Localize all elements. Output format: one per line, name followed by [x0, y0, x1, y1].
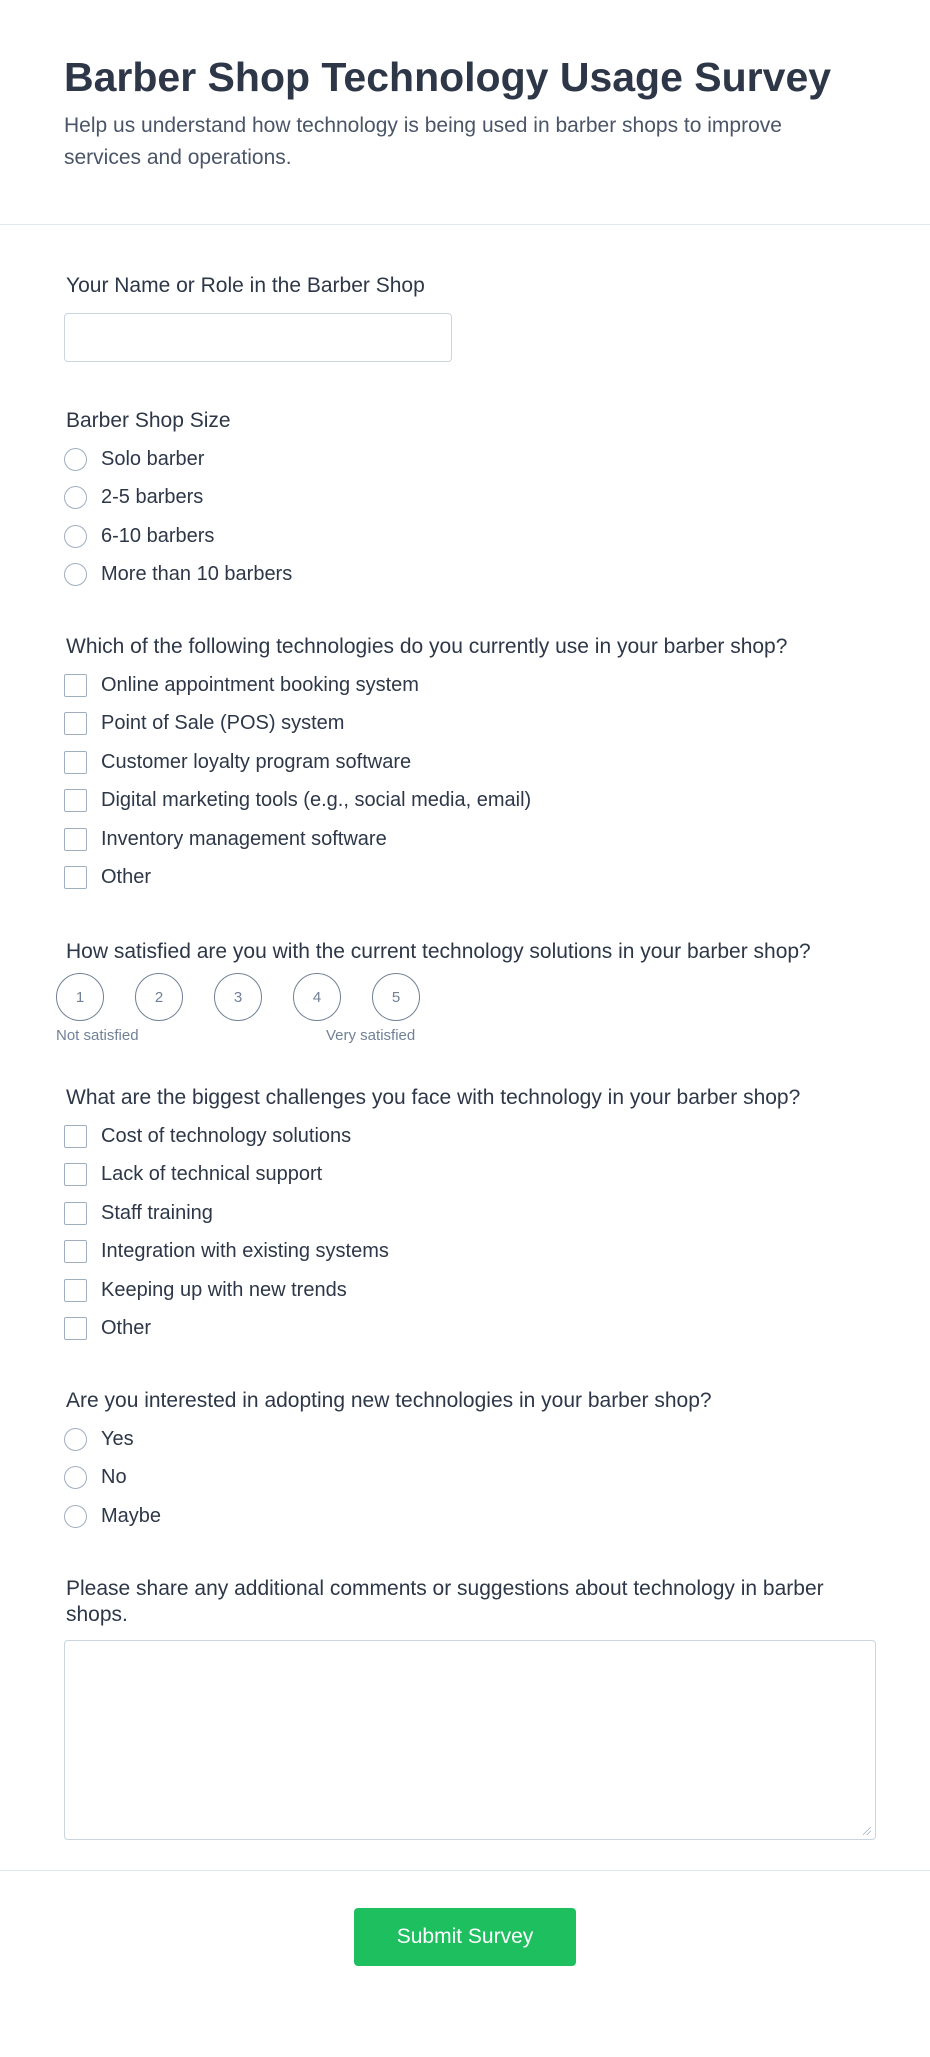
rating-button-3[interactable]: 3	[214, 973, 262, 1021]
page-subtitle: Help us understand how technology is being used in barber shops to improve services and operations.	[64, 114, 782, 169]
question-challenges	[64, 1049, 866, 1348]
comments-textarea[interactable]	[64, 1640, 876, 1840]
option-label: More than 10 barbers	[101, 563, 293, 586]
option-label: Online appointment booking system	[101, 673, 419, 696]
checkbox[interactable]	[64, 751, 87, 774]
question-label: Your Name or Role in the Barber Shop	[66, 274, 425, 297]
checkbox-option-trends[interactable]	[64, 1271, 866, 1310]
radio-option-more-than-10[interactable]	[64, 556, 866, 595]
checkbox-option-other[interactable]	[64, 859, 866, 898]
option-label: Maybe	[101, 1504, 162, 1527]
option-label: 2-5 barbers	[101, 486, 204, 509]
question-technologies	[64, 594, 866, 897]
rating-high-label: Very satisfied	[326, 1027, 416, 1044]
option-label: Point of Sale (POS) system	[101, 712, 345, 735]
radio-option-6-10[interactable]	[64, 517, 866, 556]
rating-scale	[56, 973, 866, 1021]
rating-button-2[interactable]: 2	[135, 973, 183, 1021]
option-label: No	[101, 1466, 127, 1489]
checkbox-option-other[interactable]	[64, 1310, 866, 1349]
option-label: Keeping up with new trends	[101, 1278, 347, 1301]
rating-low-label: Not satisfied	[56, 1027, 139, 1044]
rating-button-1[interactable]: 1	[56, 973, 104, 1021]
rating-scale-labels	[56, 1027, 866, 1049]
checkbox-option-pos[interactable]	[64, 705, 866, 744]
name-role-input[interactable]	[64, 313, 452, 362]
radio-button[interactable]	[64, 525, 87, 548]
question-adoption	[64, 1348, 866, 1536]
checkbox-option-training[interactable]	[64, 1194, 866, 1233]
option-label: Lack of technical support	[101, 1163, 323, 1186]
radio-button[interactable]	[64, 1505, 87, 1528]
option-label: Yes	[101, 1427, 134, 1450]
survey-header	[0, 0, 930, 225]
checkbox-option-cost[interactable]	[64, 1117, 866, 1156]
checkbox[interactable]	[64, 674, 87, 697]
checkbox-option-loyalty[interactable]	[64, 743, 866, 782]
radio-option-maybe[interactable]	[64, 1497, 866, 1536]
option-label: Cost of technology solutions	[101, 1124, 352, 1147]
survey-footer	[0, 1870, 930, 1966]
question-label: Which of the following technologies do you currently use in your barber shop?	[66, 635, 788, 658]
radio-button[interactable]	[64, 1428, 87, 1451]
option-label: Inventory management software	[101, 827, 387, 850]
option-label: 6-10 barbers	[101, 524, 215, 547]
checkbox[interactable]	[64, 712, 87, 735]
survey-form	[0, 225, 930, 1840]
question-comments	[64, 1536, 866, 1840]
checkbox[interactable]	[64, 866, 87, 889]
radio-option-solo[interactable]	[64, 440, 866, 479]
question-name	[64, 225, 866, 362]
question-label: Please share any additional comments or suggestions about technology in barber shops.	[66, 1576, 824, 1626]
checkbox-option-booking[interactable]	[64, 666, 866, 705]
checkbox[interactable]	[64, 1163, 87, 1186]
option-label: Other	[101, 866, 152, 889]
checkbox[interactable]	[64, 1202, 87, 1225]
checkbox[interactable]	[64, 789, 87, 812]
page-title: Barber Shop Technology Usage Survey	[64, 54, 832, 100]
question-shop-size	[64, 362, 866, 594]
option-label: Other	[101, 1317, 152, 1340]
question-satisfaction	[56, 897, 866, 1049]
checkbox-option-marketing[interactable]	[64, 782, 866, 821]
radio-option-yes[interactable]	[64, 1420, 866, 1459]
option-label: Integration with existing systems	[101, 1240, 389, 1263]
checkbox-option-inventory[interactable]	[64, 820, 866, 859]
option-label: Staff training	[101, 1201, 213, 1224]
option-label: Customer loyalty program software	[101, 750, 412, 773]
radio-button[interactable]	[64, 563, 87, 586]
option-label: Solo barber	[101, 447, 205, 470]
question-label: Barber Shop Size	[66, 409, 231, 432]
checkbox-option-support[interactable]	[64, 1156, 866, 1195]
radio-option-2-5[interactable]	[64, 479, 866, 518]
question-label: What are the biggest challenges you face with technology in your barber shop?	[66, 1086, 801, 1109]
rating-button-5[interactable]: 5	[372, 973, 420, 1021]
question-label: How satisfied are you with the current technology solutions in your barber shop?	[66, 940, 811, 963]
radio-button[interactable]	[64, 486, 87, 509]
radio-button[interactable]	[64, 448, 87, 471]
question-label: Are you interested in adopting new technologies in your barber shop?	[66, 1389, 712, 1412]
checkbox[interactable]	[64, 1317, 87, 1340]
checkbox-option-integration[interactable]	[64, 1233, 866, 1272]
checkbox[interactable]	[64, 828, 87, 851]
checkbox[interactable]	[64, 1279, 87, 1302]
rating-button-4[interactable]: 4	[293, 973, 341, 1021]
radio-option-no[interactable]	[64, 1459, 866, 1498]
option-label: Digital marketing tools (e.g., social media, email)	[101, 789, 532, 812]
radio-button[interactable]	[64, 1466, 87, 1489]
checkbox[interactable]	[64, 1240, 87, 1263]
checkbox[interactable]	[64, 1125, 87, 1148]
resize-handle-icon[interactable]	[863, 1827, 871, 1835]
submit-survey-button[interactable]: Submit Survey	[354, 1908, 576, 1966]
